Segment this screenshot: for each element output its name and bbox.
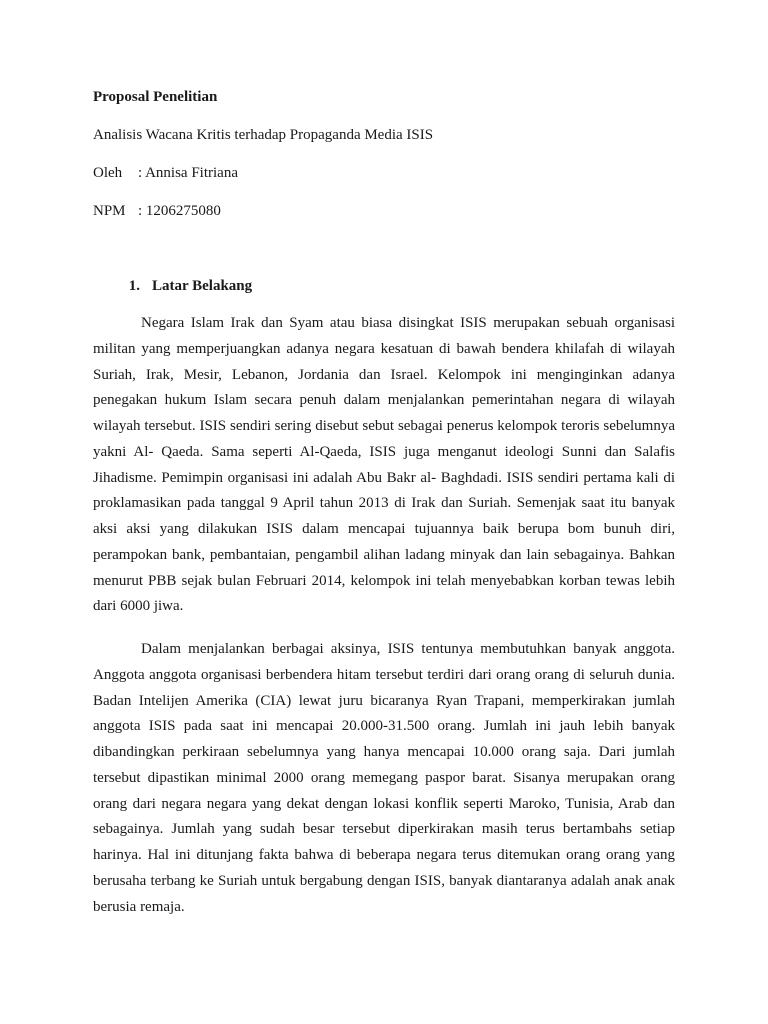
document-title: Proposal Penelitian (93, 89, 218, 105)
section-number: 1. (128, 278, 140, 294)
author-row (93, 162, 675, 184)
author-label: Oleh (93, 165, 123, 181)
paragraph: Negara Islam Irak dan Syam atau biasa disingkat ISIS merupakan sebuah organisasi militan yang memperjuangkan adanya negara kesatuan di bawah bendera khilafah di wilayah Suriah, Irak, Mesir, Lebanon, Jordania dan Israel. Kelompok ini menginginkan adanya penegakan hukum Islam secara penuh dalam menjalankan pemerintahan negara di wilayah wilayah tersebut. ISIS sendiri sering disebut sebut sebagai penerus kelompok teroris sebelumnya yakni Al- Qaeda. Sama seperti Al-Qaeda, ISIS juga menganut ideologi Sunni dan Salafis Jihadisme. Pemimpin organisasi ini adalah Abu Bakr al- Baghdadi. ISIS sendiri pertama kali di proklamasikan pada tanggal 9 April tahun 2013 di Irak dan Suriah. Semenjak saat itu banyak aksi aksi yang dilakukan ISIS dalam mencapai tujuannya baik berupa bom bunuh diri, perampokan bank, pembantaian, pengambil alihan ladang minyak dan lain sebagainya. Bahkan menurut PBB sejak bulan Februari 2014, kelompok ini telah menyebabkan korban tewas lebih dari 6000 jiwa. (93, 315, 675, 615)
npm-label: NPM (93, 203, 126, 219)
document-subtitle: Analisis Wacana Kritis terhadap Propaganda Media ISIS (93, 127, 434, 143)
npm-row (93, 200, 675, 222)
npm-value: : 1206275080 (138, 203, 221, 219)
document-body (93, 86, 675, 920)
paragraph: Dalam menjalankan berbagai aksinya, ISIS tentunya membutuhkan banyak anggota. Anggota anggota organisasi berbendera hitam tersebut terdiri dari orang orang di seluruh dunia. Badan Intelijen Amerika (CIA) lewat juru bicaranya Ryan Trapani, memperkirakan jumlah anggota ISIS pada saat ini mencapai 20.000-31.500 orang. Jumlah ini jauh lebih banyak dibandingkan perkiraan sebelumnya yang hanya mencapai 10.000 orang saja. Dari jumlah tersebut dipastikan minimal 2000 orang memegang paspor barat. Sisanya merupakan orang orang dari negara negara yang dekat dengan lokasi konflik seperti Maroko, Tunisia, Arab dan sebagainya. Jumlah yang sudah besar tersebut diperkirakan masih terus bertambahs setiap harinya. Hal ini ditunjang fakta bahwa di beberapa negara terus ditemukan orang orang yang berusaha terbang ke Suriah untuk bergabung dengan ISIS, banyak diantaranya adalah anak anak berusia remaja. (93, 641, 675, 915)
section-title: Latar Belakang (152, 278, 253, 294)
author-value: : Annisa Fitriana (138, 165, 238, 181)
section-heading (93, 275, 675, 297)
